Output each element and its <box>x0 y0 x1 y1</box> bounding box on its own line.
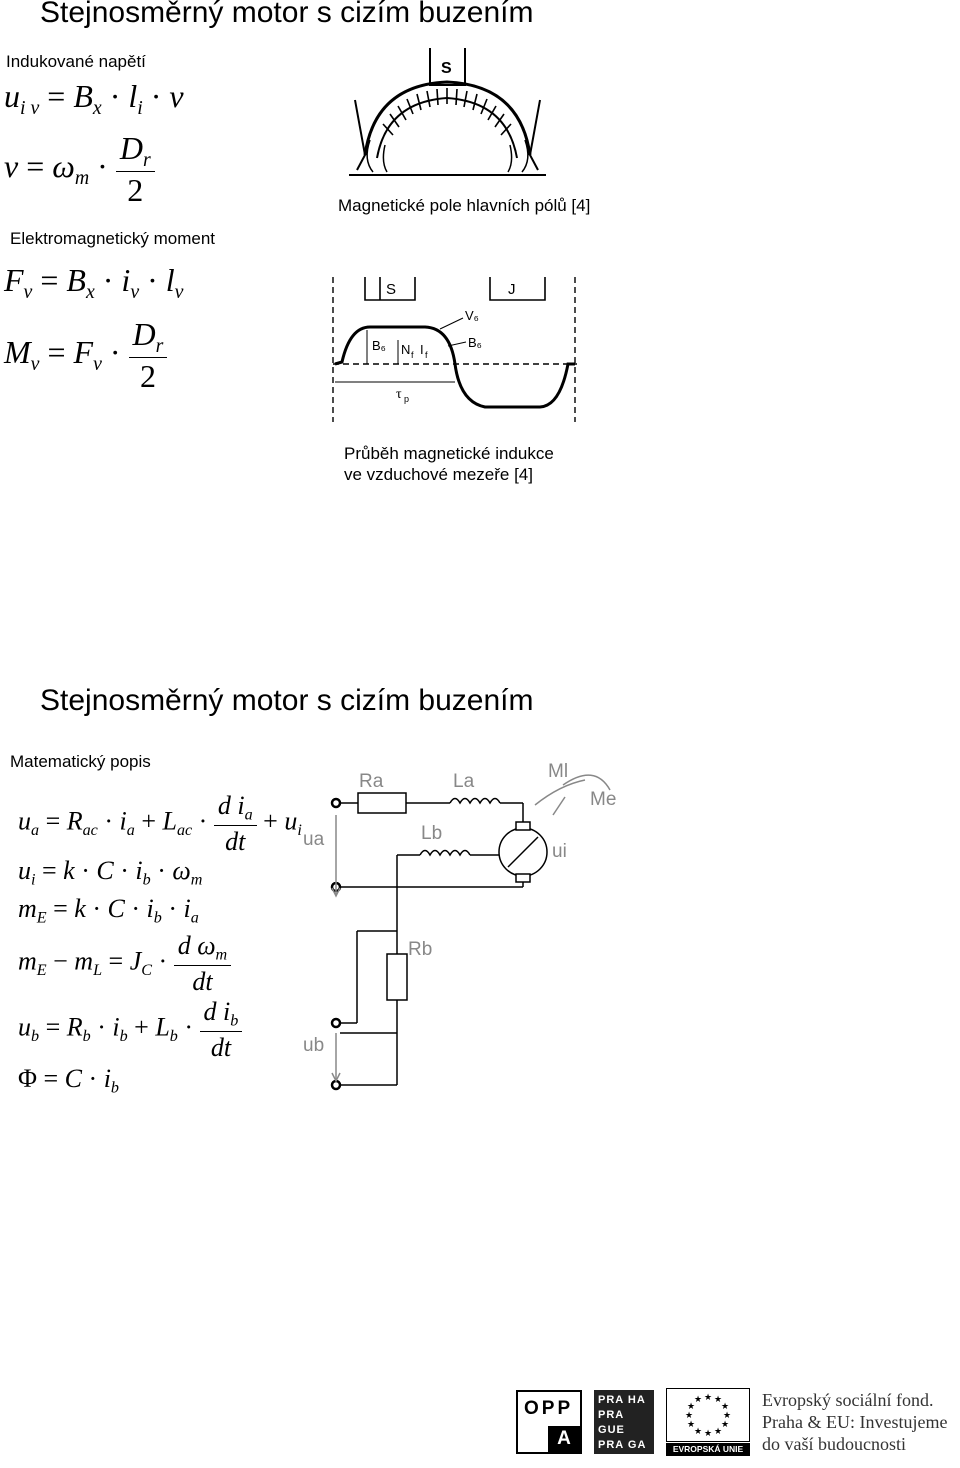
caption-pole-field: Magnetické pole hlavních pólů [4] <box>338 196 591 215</box>
footer-logos <box>516 1388 948 1466</box>
svg-text:I: I <box>420 342 424 357</box>
svg-text:f: f <box>425 350 428 360</box>
equation-armature-voltage: $u_a = R_{ac} \cdot i_a + L_{ac}$ · $\frac{d i_a}{dt}$ + $u_i$ <box>18 791 302 856</box>
svg-text:★: ★ <box>722 1411 732 1421</box>
svg-text:★: ★ <box>686 1402 696 1412</box>
esf-text: Evropský sociální fond. Praha & EU: Investujeme do vaší budoucnosti <box>762 1390 948 1454</box>
svg-text:★: ★ <box>703 1429 713 1439</box>
svg-text:★: ★ <box>693 1427 703 1437</box>
caption-airgap-induction: Průběh magnetické indukce ve vzduchové mezeře [4] <box>344 444 554 484</box>
label-ml: Ml <box>548 761 569 782</box>
slide1-title: Stejnosměrný motor s cizím buzením <box>40 0 534 29</box>
pole-s-label: S <box>441 60 452 77</box>
svg-text:B₆: B₆ <box>468 335 482 350</box>
slide2-title: Stejnosměrný motor s cizím buzením <box>40 684 534 717</box>
svg-text:★: ★ <box>720 1402 730 1412</box>
svg-text:N: N <box>401 342 411 357</box>
label-ub: ub <box>303 1035 325 1056</box>
section-math-description: Matematický popis <box>10 752 151 771</box>
svg-text:★: ★ <box>713 1427 723 1437</box>
praha-logo: PRA HA PRA GUE PRA GA PRA G <box>594 1390 654 1454</box>
svg-text:★: ★ <box>693 1395 703 1405</box>
motor-circuit-diagram <box>295 755 635 1095</box>
label-rb: Rb <box>408 939 433 960</box>
equation-em-torque: $m_E = k \cdot C \cdot i_b \cdot i_a$ <box>18 894 199 927</box>
label-me: Me <box>590 789 617 810</box>
label-lb: Lb <box>421 823 443 844</box>
equation-flux: $\Phi = C \cdot i_b$ <box>18 1064 119 1097</box>
equation-motion: $m_E - m_L = J_C$ · $\frac{d \omega_m}{dt}$ <box>18 932 231 995</box>
oppa-logo: OPP A <box>516 1390 582 1454</box>
eu-stars-icon <box>666 1388 750 1442</box>
eu-label: EVROPSKÁ UNIE <box>666 1443 750 1456</box>
label-la: La <box>453 771 475 792</box>
eu-flag-logo <box>666 1388 750 1456</box>
svg-text:S: S <box>386 281 397 298</box>
equation-back-emf: $u_i = k \cdot C \cdot i_b \cdot \omega_m$ <box>18 856 203 889</box>
svg-text:τ: τ <box>396 387 402 402</box>
main-pole-field-figure <box>335 40 560 190</box>
equation-force: $F_v = B_x \cdot i_v \cdot l_v$ <box>4 262 184 303</box>
equation-induced-voltage: $u_{i v} = B_x \cdot l_i \cdot v$ <box>4 78 184 119</box>
svg-text:B₆: B₆ <box>372 338 386 353</box>
equation-velocity: $v = \omega_m$ · $\frac{D_r}{2}$ <box>4 132 155 207</box>
svg-text:★: ★ <box>713 1395 723 1405</box>
svg-text:★: ★ <box>720 1420 730 1430</box>
equation-torque: $M_v = F_v$ · $\frac{D_r}{2}$ <box>4 318 167 393</box>
svg-text:★: ★ <box>686 1420 696 1430</box>
label-ua: ua <box>303 829 325 850</box>
label-ra: Ra <box>359 771 384 792</box>
label-ui: ui <box>552 841 567 862</box>
svg-text:V₆: V₆ <box>465 308 479 323</box>
section-induced-voltage: Indukované napětí <box>6 52 146 71</box>
airgap-induction-figure <box>330 272 580 422</box>
svg-text:p: p <box>404 394 410 404</box>
equation-field-voltage: $u_b = R_b \cdot i_b + L_b$ · $\frac{d i_b}{dt}$ <box>18 998 242 1061</box>
svg-text:f: f <box>411 350 414 360</box>
section-em-torque: Elektromagnetický moment <box>10 229 216 248</box>
svg-text:J: J <box>508 281 516 298</box>
svg-text:★: ★ <box>684 1411 694 1421</box>
svg-text:★: ★ <box>703 1393 713 1403</box>
